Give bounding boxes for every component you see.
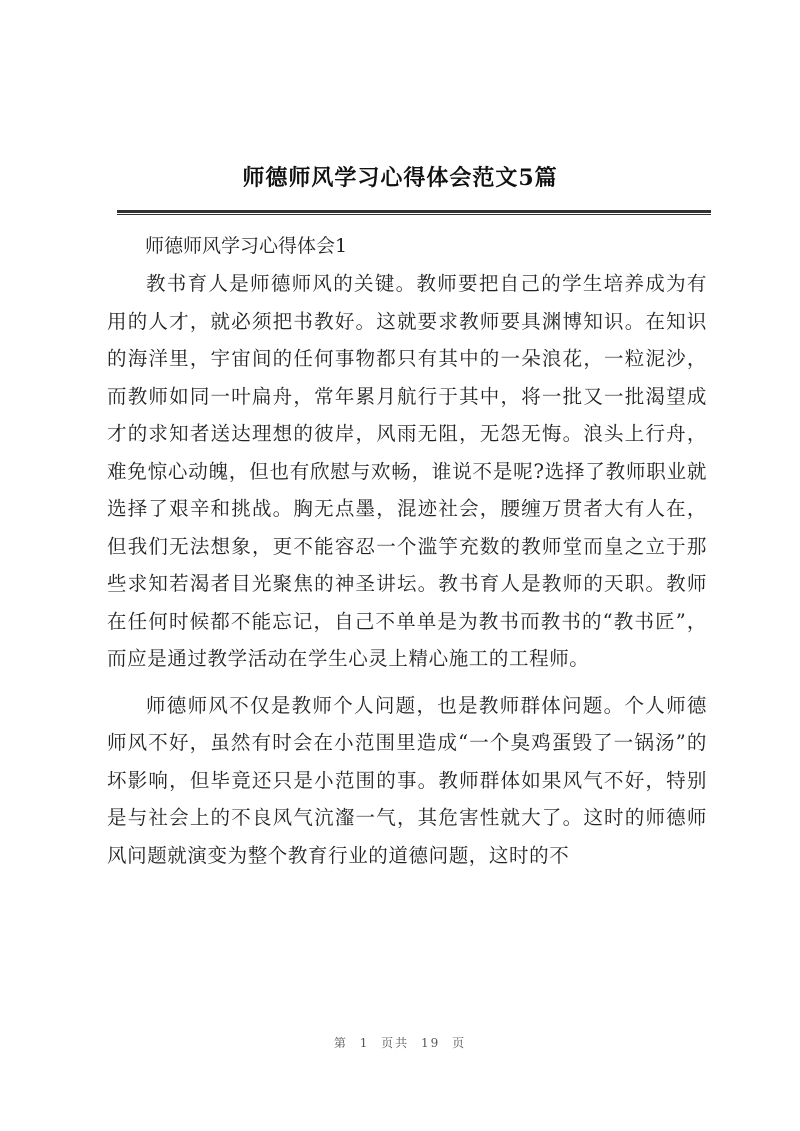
document-title: 师德师风学习心得体会范文5篇 [242, 165, 558, 191]
paragraph-2: 师德师风不仅是教师个人问题，也是教师群体问题。个人师德师风不好，虽然有时会在小范围里造成“一个臭鸡蛋毁了一锅汤”的坏影响，但毕竟还只是小范围的事。教师群体如果风气不好，特别是与社会上的不良风气沆瀣一气，其危害性就大了。这时的师德师风问题就演变为整个教育行业的道德问题，这时的不 [107, 693, 707, 867]
title-divider [117, 210, 711, 213]
page-footer: 第 1 页共 19 页 [333, 1036, 467, 1050]
document-body [107, 228, 707, 883]
paragraph-1: 教书育人是师德师风的关键。教师要把自己的学生培养成为有用的人才，就必须把书教好。这就要求教师要具渊博知识。在知识的海洋里，宇宙间的任何事物都只有其中的一朵浪花，一粒泥沙，而教师如同一叶扁舟，常年累月航行于其中，将一批又一批渴望成才的求知者送达理想的彼岸，风雨无阻，无怨无悔。浪头上行舟，难免惊心动魄，但也有欣慰与欢畅，谁说不是呢?选择了教师职业就选择了艰辛和挑战。胸无点墨，混迹社会，腰缠万贯者大有人在，但我们无法想象，更不能容忍一个滥竽充数的教师堂而皇之立于那些求知若渴者目光聚焦的神圣讲坛。教书育人是教师的天职。教师在任何时候都不能忘记，自己不单单是为教书而教书的“教书匠”，而应是通过教学活动在学生心灵上精心施工的工程师。 [107, 272, 707, 670]
section-heading: 师德师风学习心得体会1 [145, 235, 348, 257]
